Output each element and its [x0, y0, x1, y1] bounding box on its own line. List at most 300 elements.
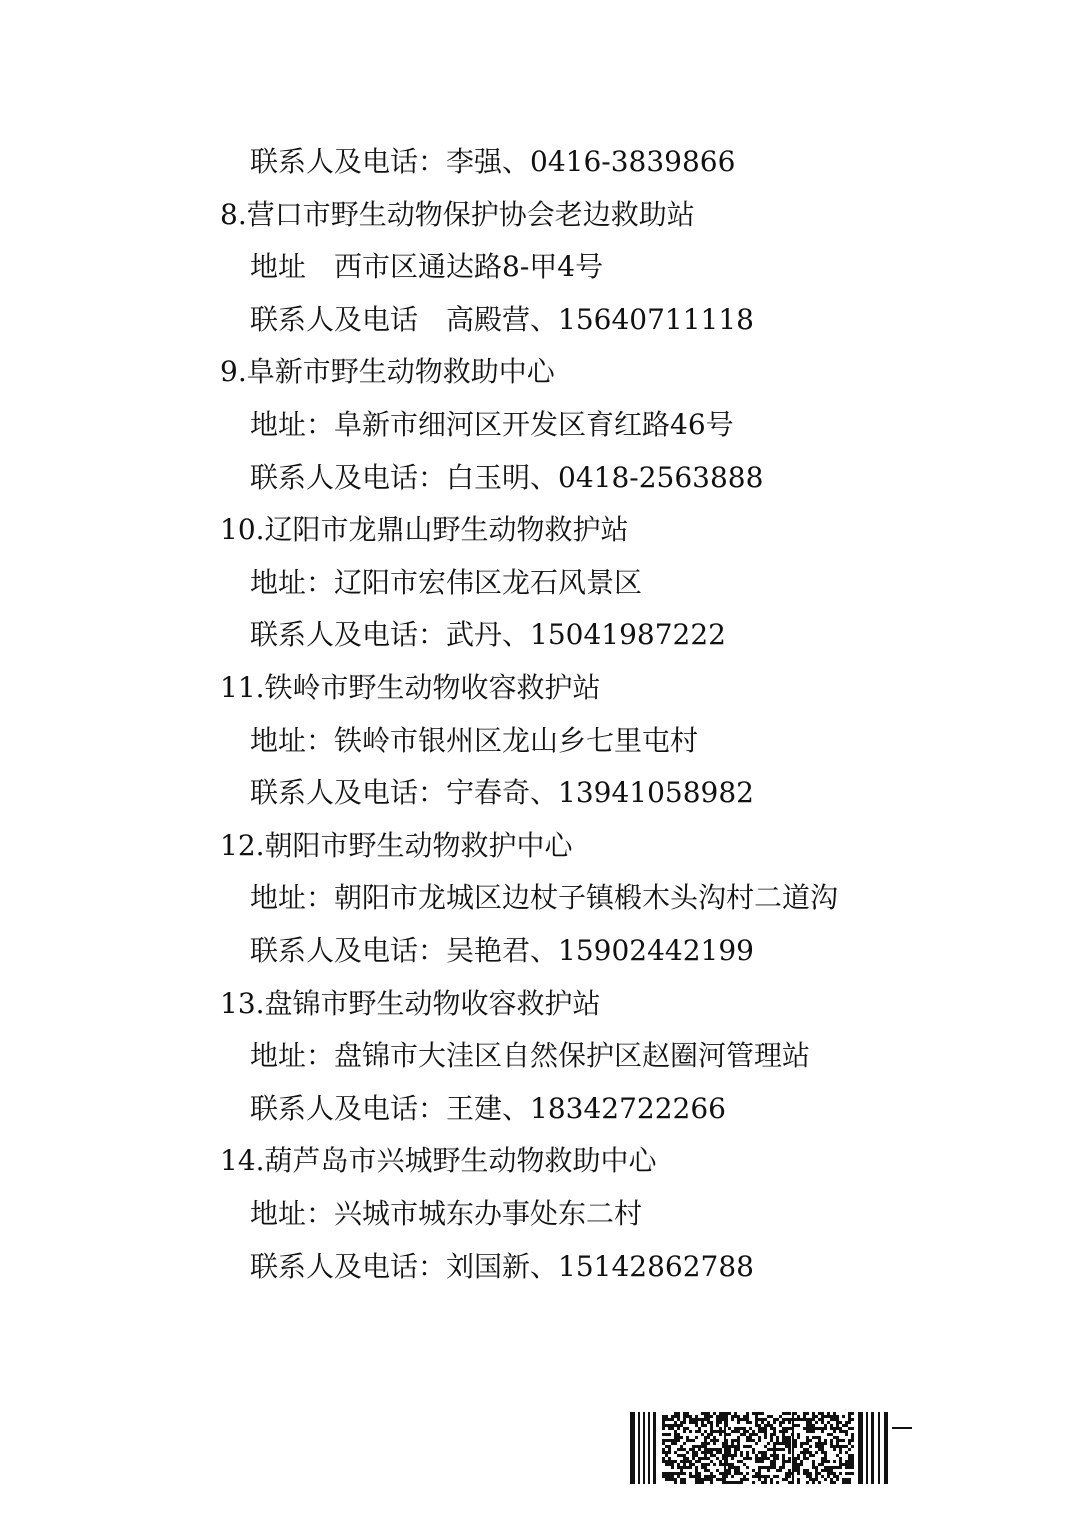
entry-address: 地址：盘锦市大洼区自然保护区赵圈河管理站: [250, 1039, 811, 1073]
entry-address: 地址：阜新市细河区开发区育红路46号: [250, 407, 734, 441]
barcode-module: [848, 1454, 851, 1457]
barcode-module: [764, 1478, 767, 1481]
barcode-module: [782, 1439, 785, 1442]
barcode-module: [662, 1418, 665, 1421]
barcode-module: [764, 1433, 767, 1436]
barcode-module: [773, 1475, 776, 1478]
barcode-module: [701, 1442, 704, 1445]
barcode-module: [761, 1466, 764, 1469]
barcode-module: [743, 1478, 746, 1481]
barcode-module: [734, 1481, 737, 1484]
barcode-module: [836, 1421, 839, 1424]
barcode-module: [836, 1442, 839, 1445]
barcode-module: [701, 1451, 704, 1454]
barcode-module: [827, 1412, 830, 1415]
barcode-module: [871, 1412, 874, 1484]
barcode-module: [671, 1424, 674, 1427]
barcode-module: [686, 1457, 689, 1460]
barcode-module: [839, 1421, 842, 1424]
barcode-module: [689, 1421, 692, 1424]
barcode-module: [755, 1454, 758, 1457]
barcode-module: [764, 1466, 767, 1469]
barcode-module: [770, 1478, 773, 1481]
barcode-module: [749, 1439, 752, 1442]
barcode-module: [740, 1451, 743, 1454]
barcode-module: [851, 1439, 854, 1442]
barcode-module: [788, 1445, 791, 1448]
barcode-module: [764, 1418, 767, 1421]
barcode-module: [677, 1427, 680, 1430]
barcode-module: [794, 1442, 797, 1445]
barcode-module: [770, 1460, 773, 1463]
barcode-module: [755, 1475, 758, 1478]
barcode-module: [824, 1478, 827, 1481]
barcode-module: [746, 1478, 749, 1481]
barcode-module: [674, 1412, 677, 1415]
barcode-module: [764, 1457, 767, 1460]
barcode-module: [845, 1451, 848, 1454]
barcode-module: [797, 1472, 800, 1475]
barcode-module: [704, 1415, 707, 1418]
barcode-module: [764, 1427, 767, 1430]
barcode-module: [794, 1463, 797, 1466]
barcode-module: [695, 1430, 698, 1433]
barcode-module: [740, 1478, 743, 1481]
barcode-module: [737, 1472, 740, 1475]
barcode-module: [692, 1439, 695, 1442]
barcode-module: [833, 1466, 836, 1469]
barcode-module: [806, 1469, 809, 1472]
barcode-module: [689, 1463, 692, 1466]
barcode-module: [758, 1469, 761, 1472]
barcode-module: [752, 1412, 755, 1415]
barcode-module: [821, 1442, 824, 1445]
barcode-module: [704, 1451, 707, 1454]
barcode-module: [767, 1421, 770, 1424]
barcode-module: [764, 1451, 767, 1454]
barcode-module: [752, 1451, 755, 1454]
barcode-module: [734, 1472, 737, 1475]
barcode-module: [689, 1475, 692, 1478]
barcode-module: [737, 1418, 740, 1421]
barcode-module: [695, 1445, 698, 1448]
barcode-module: [806, 1451, 809, 1454]
barcode-module: [731, 1475, 734, 1478]
barcode-module: [728, 1463, 731, 1466]
barcode-module: [740, 1460, 743, 1463]
barcode-module: [767, 1466, 770, 1469]
barcode-module: [848, 1412, 851, 1415]
barcode-module: [824, 1460, 827, 1463]
barcode-module: [848, 1466, 851, 1469]
barcode-module: [782, 1460, 785, 1463]
barcode-module: [683, 1442, 686, 1445]
barcode-module: [827, 1421, 830, 1424]
barcode-module: [704, 1439, 707, 1442]
barcode-module: [665, 1463, 668, 1466]
barcode-module: [770, 1481, 773, 1484]
barcode-module: [821, 1475, 824, 1478]
barcode-module: [746, 1439, 749, 1442]
entry-address: 地址：铁岭市银州区龙山乡七里屯村: [250, 723, 699, 757]
barcode-module: [770, 1463, 773, 1466]
barcode-module: [782, 1421, 785, 1424]
barcode-module: [833, 1412, 836, 1415]
barcode-module: [761, 1454, 764, 1457]
barcode-module: [830, 1478, 833, 1481]
barcode-module: [695, 1466, 698, 1469]
barcode-module: [701, 1481, 704, 1484]
barcode-module: [803, 1448, 806, 1451]
barcode-module: [710, 1433, 713, 1436]
barcode-module: [719, 1448, 722, 1451]
barcode-module: [836, 1415, 839, 1418]
barcode-module: [716, 1469, 719, 1472]
barcode-module: [683, 1460, 686, 1463]
barcode-module: [719, 1451, 722, 1454]
barcode-module: [821, 1421, 824, 1424]
barcode-module: [731, 1466, 734, 1469]
barcode-module: [719, 1427, 722, 1430]
barcode-module: [749, 1433, 752, 1436]
barcode-module: [749, 1421, 752, 1424]
entry-contact: 联系人及电话：武丹、15041987222: [250, 618, 726, 652]
barcode-module: [839, 1427, 842, 1430]
barcode-module: [806, 1457, 809, 1460]
barcode-module: [648, 1412, 650, 1484]
barcode-module: [737, 1460, 740, 1463]
barcode-module: [710, 1475, 713, 1478]
entry-contact: 联系人及电话：白玉明、0418-2563888: [250, 460, 764, 494]
barcode-module: [737, 1430, 740, 1433]
entry-title: 9.阜新市野生动物救助中心: [220, 355, 555, 389]
barcode-module: [815, 1466, 818, 1469]
barcode-module: [845, 1466, 848, 1469]
barcode-module: [767, 1448, 770, 1451]
barcode-module: [701, 1433, 704, 1436]
entry-12: [220, 820, 1040, 978]
barcode-module: [698, 1430, 701, 1433]
barcode-module: [773, 1445, 776, 1448]
barcode-module: [839, 1430, 842, 1433]
barcode-module: [851, 1457, 854, 1460]
barcode-module: [716, 1424, 719, 1427]
barcode-module: [773, 1466, 776, 1469]
barcode-module: [677, 1472, 680, 1475]
entry-10: [220, 504, 1040, 662]
barcode-module: [845, 1472, 848, 1475]
barcode-module: [674, 1433, 677, 1436]
barcode-module: [851, 1460, 854, 1463]
barcode-module: [689, 1418, 692, 1421]
barcode-module: [746, 1418, 749, 1421]
barcode-module: [773, 1427, 776, 1430]
barcode-module: [788, 1469, 791, 1472]
barcode-module: [671, 1472, 674, 1475]
entry-address: 地址 西市区通达路8-甲4号: [250, 250, 604, 284]
barcode-module: [692, 1463, 695, 1466]
barcode-module: [770, 1427, 773, 1430]
barcode-module: [758, 1427, 761, 1430]
barcode-module: [788, 1481, 791, 1484]
barcode-module: [761, 1418, 764, 1421]
barcode-module: [728, 1454, 731, 1457]
barcode-module: [767, 1442, 770, 1445]
barcode-module: [824, 1415, 827, 1418]
barcode-module: [818, 1445, 821, 1448]
barcode-module: [836, 1445, 839, 1448]
barcode-module: [680, 1454, 683, 1457]
barcode-module: [734, 1439, 737, 1442]
barcode-module: [812, 1436, 815, 1439]
entry-address: 地址：朝阳市龙城区边杖子镇椴木头沟村二道沟: [250, 881, 839, 915]
barcode-module: [719, 1463, 722, 1466]
barcode-module: [716, 1451, 719, 1454]
barcode-module: [803, 1415, 806, 1418]
entry-contact: 联系人及电话：吴艳君、15902442199: [250, 933, 754, 967]
barcode-module: [770, 1415, 773, 1418]
barcode-module: [707, 1448, 710, 1451]
barcode-module: [671, 1442, 674, 1445]
barcode-module: [782, 1427, 785, 1430]
barcode-module: [827, 1415, 830, 1418]
barcode-module: [734, 1427, 737, 1430]
barcode-module: [677, 1424, 680, 1427]
entry-title: 12.朝阳市野生动物救护中心: [220, 828, 573, 862]
barcode-module: [848, 1415, 851, 1418]
barcode-module: [806, 1421, 809, 1424]
barcode-module: [728, 1445, 731, 1448]
entry-title: 10.辽阳市龙鼎山野生动物救护站: [220, 513, 629, 547]
barcode-module: [848, 1418, 851, 1421]
barcode-module: [686, 1415, 689, 1418]
entry-address: 地址：辽阳市宏伟区龙石风景区: [250, 565, 643, 599]
barcode-module: [758, 1424, 761, 1427]
barcode-module: [785, 1427, 788, 1430]
barcode-module: [794, 1469, 797, 1472]
barcode-module: [833, 1460, 836, 1463]
barcode-module: [695, 1436, 698, 1439]
barcode-module: [734, 1412, 737, 1415]
barcode-module: [746, 1430, 749, 1433]
barcode-module: [677, 1475, 680, 1478]
barcode-module: [731, 1442, 734, 1445]
barcode-module: [704, 1436, 707, 1439]
entry-contact: 联系人及电话：李强、0416-3839866: [250, 145, 736, 178]
entry-address: 地址：兴城市城东办事处东二村: [250, 1196, 643, 1230]
barcode-module: [758, 1412, 761, 1415]
barcode-module: [668, 1448, 671, 1451]
barcode-module: [662, 1439, 665, 1442]
barcode-module: [806, 1412, 809, 1415]
barcode-module: [764, 1481, 767, 1484]
barcode-module: [692, 1448, 695, 1451]
barcode-module: [839, 1463, 842, 1466]
barcode-module: [713, 1475, 716, 1478]
barcode-module: [815, 1472, 818, 1475]
barcode-module: [761, 1475, 764, 1478]
barcode-module: [755, 1418, 758, 1421]
barcode-module: [785, 1412, 788, 1415]
barcode-module: [770, 1466, 773, 1469]
barcode-module: [773, 1463, 776, 1466]
barcode-module: [695, 1481, 698, 1484]
barcode-module: [785, 1478, 788, 1481]
barcode-module: [848, 1481, 851, 1484]
barcode-module: [839, 1457, 842, 1460]
barcode-module: [815, 1442, 818, 1445]
barcode-module: [821, 1463, 824, 1466]
barcode-module: [749, 1436, 752, 1439]
barcode-module: [815, 1421, 818, 1424]
barcode-module: [716, 1430, 719, 1433]
barcode-module: [746, 1466, 749, 1469]
barcode-module: [782, 1412, 785, 1415]
barcode-module: [737, 1445, 740, 1448]
barcode-module: [758, 1472, 761, 1475]
barcode-module: [812, 1463, 815, 1466]
barcode-module: [704, 1478, 707, 1481]
barcode-module: [806, 1436, 809, 1439]
barcode-module: [680, 1478, 683, 1481]
barcode-module: [707, 1463, 710, 1466]
barcode-module: [695, 1478, 698, 1481]
barcode-module: [821, 1469, 824, 1472]
barcode-module: [701, 1412, 704, 1415]
barcode-module: [662, 1424, 665, 1427]
barcode-module: [788, 1427, 791, 1430]
barcode-module: [701, 1418, 704, 1421]
barcode-module: [824, 1439, 827, 1442]
barcode-module: [842, 1478, 845, 1481]
barcode-module: [758, 1451, 761, 1454]
barcode-module: [728, 1451, 731, 1454]
barcode-module: [812, 1430, 815, 1433]
entry-contact: 联系人及电话：宁春奇、13941058982: [250, 776, 754, 810]
barcode-module: [845, 1445, 848, 1448]
barcode-module: [743, 1445, 746, 1448]
barcode-module: [779, 1442, 782, 1445]
barcode-module: [662, 1415, 665, 1418]
barcode-module: [812, 1481, 815, 1484]
barcode-module: [788, 1448, 791, 1451]
barcode-module: [719, 1430, 722, 1433]
barcode-module: [665, 1451, 668, 1454]
entry-title: 8.营口市野生动物保护协会老边救助站: [220, 197, 695, 231]
barcode-module: [833, 1418, 836, 1421]
barcode-module: [788, 1451, 791, 1454]
barcode-module: [767, 1457, 770, 1460]
barcode-module: [788, 1418, 791, 1421]
barcode-module: [668, 1418, 671, 1421]
barcode-module: [818, 1463, 821, 1466]
barcode-module: [752, 1430, 755, 1433]
barcode-module: [749, 1427, 752, 1430]
barcode-module: [803, 1454, 806, 1457]
barcode-module: [785, 1445, 788, 1448]
barcode-module: [695, 1475, 698, 1478]
barcode-module: [818, 1442, 821, 1445]
barcode-module: [821, 1457, 824, 1460]
barcode-module: [674, 1436, 677, 1439]
barcode-module: [746, 1472, 749, 1475]
barcode-module: [737, 1421, 740, 1424]
barcode-module: [752, 1481, 755, 1484]
barcode-module: [806, 1448, 809, 1451]
barcode-module: [674, 1472, 677, 1475]
barcode-module: [776, 1436, 779, 1439]
barcode-module: [710, 1421, 713, 1424]
barcode-module: [671, 1439, 674, 1442]
barcode-module: [815, 1415, 818, 1418]
barcode-module: [662, 1475, 665, 1478]
barcode-module: [836, 1436, 839, 1439]
barcode-module: [710, 1472, 713, 1475]
barcode-module: [824, 1451, 827, 1454]
barcode-module: [830, 1418, 833, 1421]
barcode-module: [797, 1418, 800, 1421]
barcode-module: [746, 1412, 749, 1415]
barcode-module: [719, 1460, 722, 1463]
barcode-module: [674, 1439, 677, 1442]
barcode-module: [806, 1475, 809, 1478]
barcode-module: [746, 1457, 749, 1460]
barcode-module: [776, 1448, 779, 1451]
barcode-module: [815, 1445, 818, 1448]
barcode-module: [683, 1454, 686, 1457]
barcode-module: [842, 1439, 845, 1442]
barcode-module: [788, 1436, 791, 1439]
barcode-module: [713, 1430, 716, 1433]
barcode-module: [824, 1424, 827, 1427]
barcode-module: [683, 1418, 686, 1421]
barcode-module: [716, 1448, 719, 1451]
barcode-module: [812, 1466, 815, 1469]
barcode-module: [716, 1478, 719, 1481]
barcode-module: [707, 1418, 710, 1421]
barcode-module: [851, 1418, 854, 1421]
barcode-module: [782, 1466, 785, 1469]
barcode-module: [743, 1475, 746, 1478]
barcode-module: [743, 1415, 746, 1418]
barcode-module: [746, 1454, 749, 1457]
barcode-module: [707, 1451, 710, 1454]
barcode-module: [767, 1475, 770, 1478]
barcode-module: [788, 1475, 791, 1478]
barcode-module: [833, 1436, 836, 1439]
barcode-module: [809, 1418, 812, 1421]
barcode-module: [800, 1460, 803, 1463]
barcode-module: [797, 1433, 800, 1436]
barcode-module: [764, 1424, 767, 1427]
barcode-module: [728, 1427, 731, 1430]
barcode-module: [776, 1442, 779, 1445]
barcode-module: [758, 1430, 761, 1433]
barcode-module: [812, 1424, 815, 1427]
barcode-module: [836, 1427, 839, 1430]
barcode-module: [728, 1466, 731, 1469]
barcode-module: [695, 1424, 698, 1427]
barcode-module: [734, 1445, 737, 1448]
barcode-module: [689, 1460, 692, 1463]
barcode-module: [782, 1433, 785, 1436]
barcode-module: [836, 1478, 839, 1481]
barcode-module: [707, 1475, 710, 1478]
barcode-module: [683, 1421, 686, 1424]
barcode-module: [740, 1427, 743, 1430]
barcode-module: [680, 1466, 683, 1469]
barcode-module: [638, 1412, 640, 1484]
